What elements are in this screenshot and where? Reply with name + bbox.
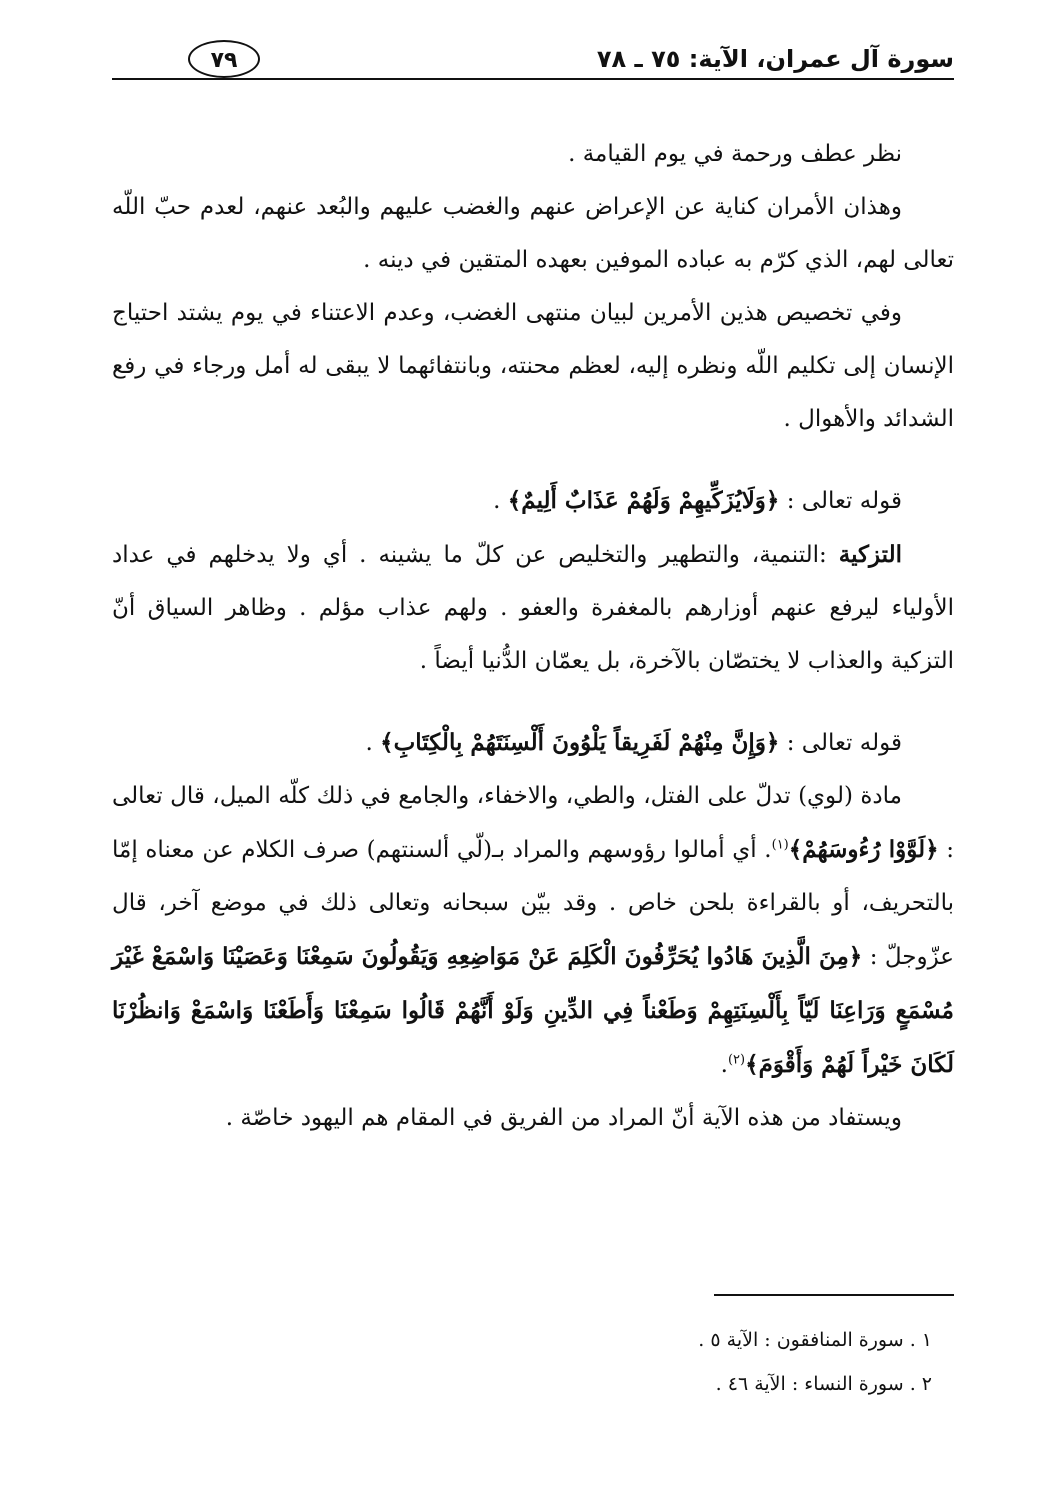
header-title: سورة آل عمران، الآية: ٧٥ ـ ٧٨: [596, 45, 954, 73]
spacer: [112, 446, 954, 474]
punctuation: .: [365, 730, 381, 756]
paragraph-2: [112, 181, 954, 287]
paragraph-7-text-a: مادة (لوي) تدلّ على الفتل، والطي، والاخفاء، والجامع في ذلك كلّه الميل، قال تعالى :: [112, 783, 954, 863]
footnote-1: ١ . سورة المنافقون : الآية ٥ .: [698, 1329, 932, 1351]
verse-intro: قوله تعالى :: [779, 730, 902, 756]
footnote-marker-1[interactable]: (١): [771, 837, 789, 853]
paragraph-2-text: وهذان الأمران كناية عن الإعراض عنهم والغضب عليهم والبُعد عنهم، لعدم حبّ اللّه تعالى لهم، الذي كرّم به عباده الموفين بعهده المتقين في دينه .: [112, 194, 954, 273]
spacer: [112, 688, 954, 716]
paragraph-8-text: ويستفاد من هذه الآية أنّ المراد من الفريق في المقام هم اليهود خاصّة .: [225, 1105, 902, 1131]
running-header: [112, 40, 954, 80]
quran-verse: ﴿وَإِنَّ مِنْهُمْ لَفَرِيقاً يَلْوُونَ أَلْسِنَتَهُمْ بِالْكِتَابِ﴾: [380, 729, 780, 756]
punctuation: .: [720, 1052, 728, 1078]
footnote-rule: [714, 1294, 954, 1296]
page-number: ٧٩: [188, 40, 260, 78]
footnotes: [112, 1318, 954, 1406]
punctuation: .: [493, 488, 508, 514]
paragraph-8: [112, 1092, 954, 1145]
paragraph-4: [112, 474, 954, 528]
quran-verse: ﴿مِنَ الَّذِينَ هَادُوا يُحَرِّفُونَ الْكَلِمَ عَنْ مَوَاضِعِهِ وَيَقُولُونَ سَمِعْنَا وَعَصَيْنَا وَاسْمَعْ غَيْرَ مُسْمَعٍ وَرَاعِنَا لَيّاً بِأَلْسِنَتِهِمْ وَطَعْناً فِي الدِّينِ وَلَوْ أَنَّهُمْ قَالُوا سَمِعْنَا وَأَطَعْنَا وَاسْمَعْ وَانظُرْنَا لَكَانَ خَيْراً لَهُمْ وَأَقْوَمَ﴾: [112, 943, 954, 1078]
paragraph-1: [112, 128, 954, 181]
header-rule: [112, 78, 954, 80]
footnote-2: ٢ . سورة النساء : الآية ٤٦ .: [715, 1373, 932, 1395]
paragraph-1-text: نظر عطف ورحمة في يوم القيامة .: [568, 141, 902, 167]
footnote-marker-2[interactable]: (٢): [727, 1052, 746, 1068]
paragraph-7-text-b: . أي أمالوا رؤوسهم والمراد بـ(لّي ألسنتهم) صرف الكلام عن معناه إمّا بالتحريف، أو بالقراءة بلحن خاص . وقد بيّن سبحانه وتعالى ذلك في موضع آخر، قال عزّوجلّ :: [112, 837, 955, 970]
verse-intro: قوله تعالى :: [779, 488, 902, 514]
main-text: [112, 128, 954, 1145]
defined-term: التزكية: [838, 541, 902, 568]
paragraph-5: [112, 528, 954, 688]
paragraph-6: [112, 716, 954, 770]
quran-verse: ﴿لَوَّوْا رُءُوسَهُمْ﴾: [788, 836, 939, 863]
paragraph-3: [112, 287, 954, 446]
paragraph-7: [112, 770, 954, 1092]
definition-text: :التنمية، والتطهير والتخليص عن كلّ ما يشينه . أي ولا يدخلهم في عداد الأولياء ليرفع عنهم أوزارهم بالمغفرة والعفو . ولهم عذاب مؤلم . وظاهر السياق أنّ التزكية والعذاب لا يختصّان بالآخرة، بل يعمّان الدُّنيا أيضاً .: [112, 542, 954, 674]
quran-verse: ﴿وَلَايُزَكِّيهِمْ وَلَهُمْ عَذَابٌ أَلِيمٌ﴾: [507, 487, 780, 514]
paragraph-3-text: وفي تخصيص هذين الأمرين لبيان منتهى الغضب، وعدم الاعتناء في يوم يشتد احتياج الإنسان إلى تكليم اللّه ونظره إليه، لعظم محنته، وبانتفائهما لا يبقى له أمل ورجاء في رفع الشدائد والأهوال .: [112, 300, 954, 432]
